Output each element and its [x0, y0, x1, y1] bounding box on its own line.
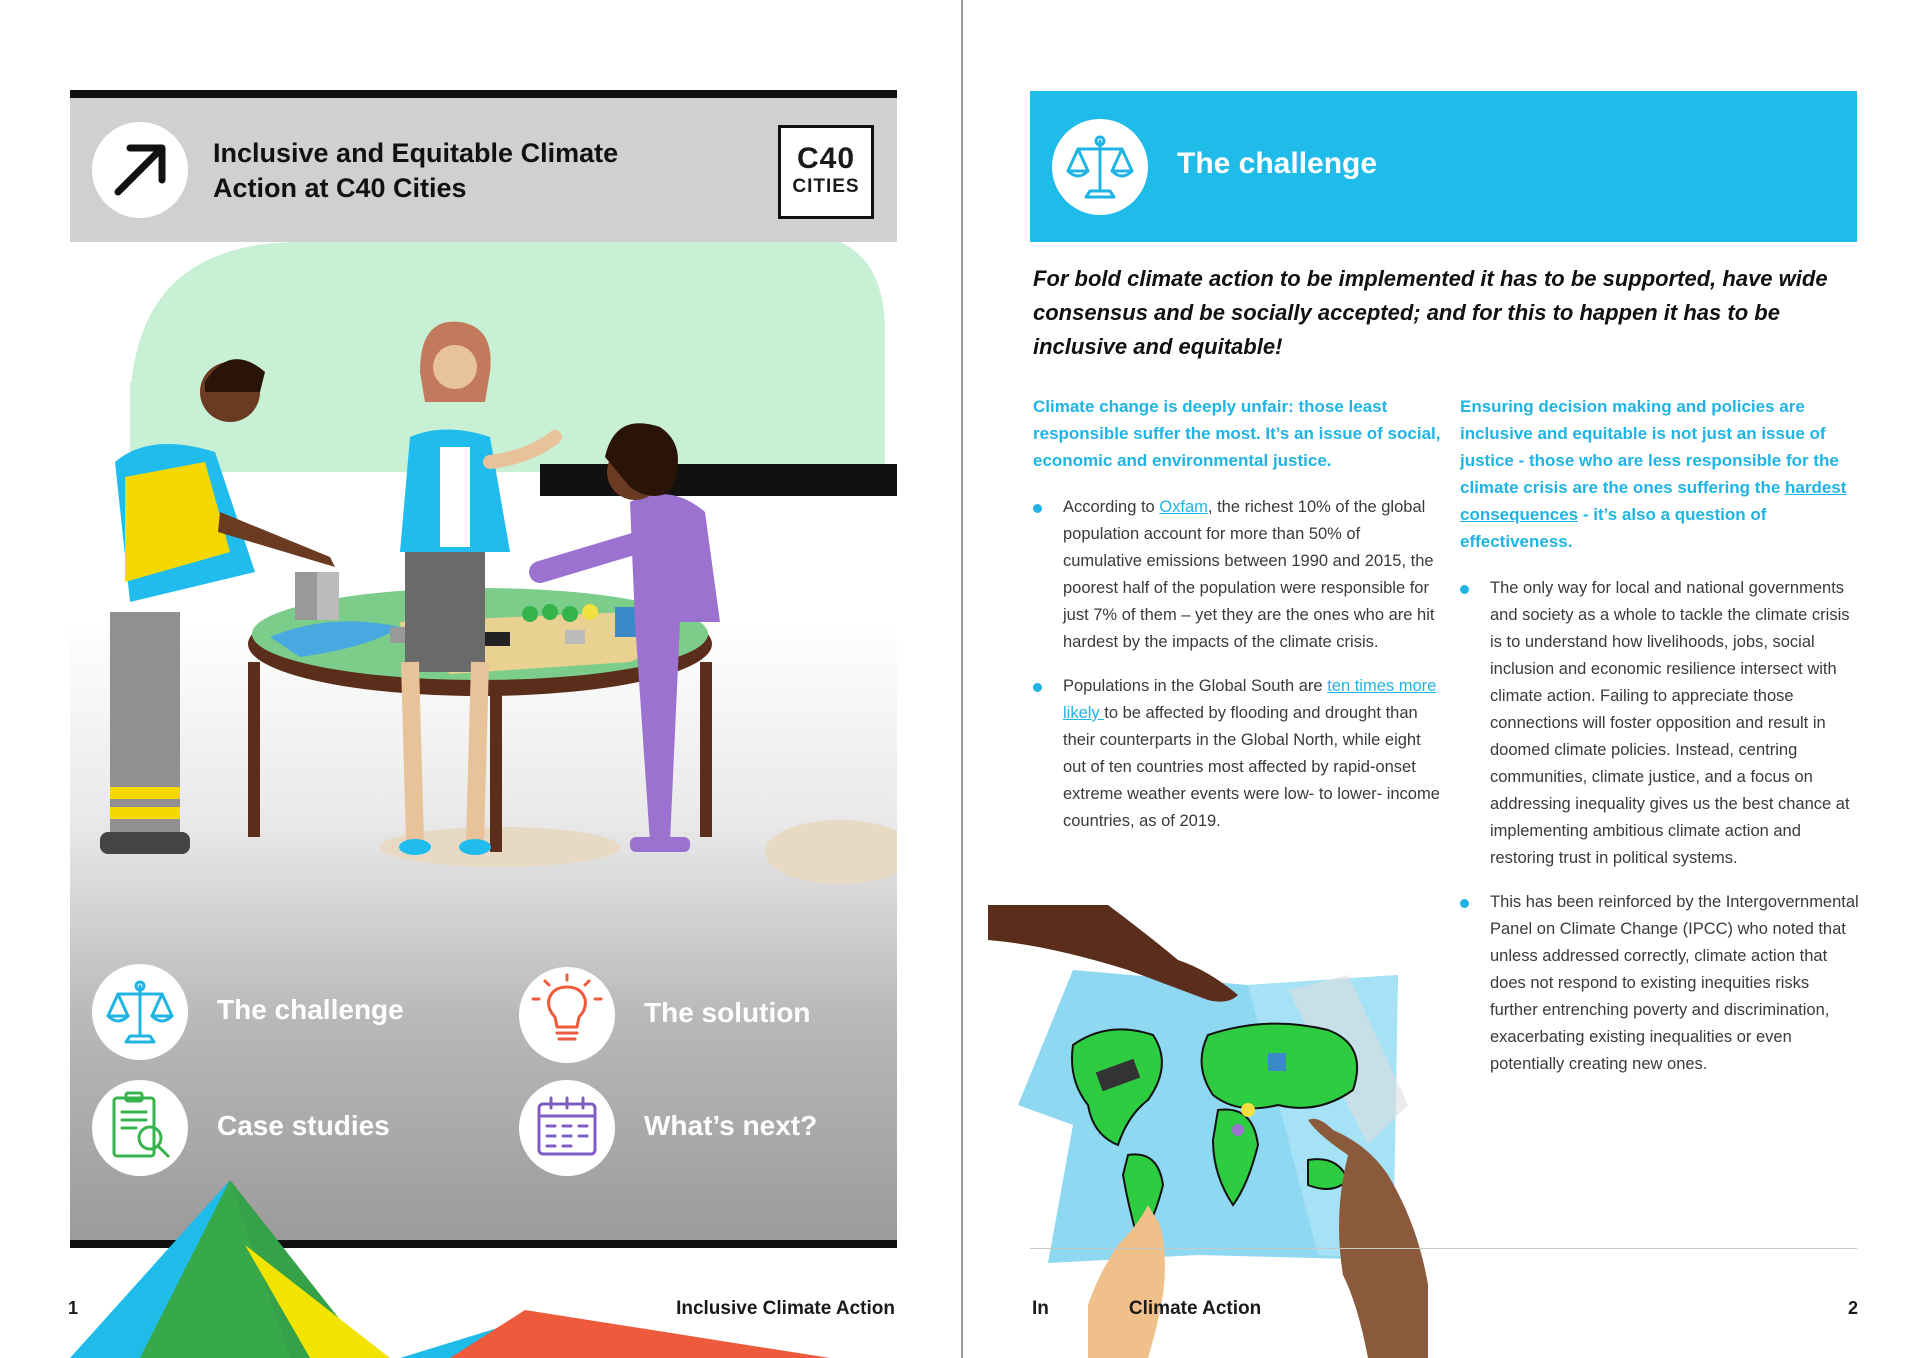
nav-label: The challenge	[217, 994, 404, 1025]
nav-the-challenge[interactable]	[92, 964, 472, 1064]
arrow-icon	[92, 122, 188, 218]
cover-title: Inclusive and Equitable Climate Action at C40 Cities	[213, 138, 619, 203]
page-spine	[961, 0, 963, 1358]
nav-label: The solution	[644, 997, 811, 1028]
list-item: The only way for local and national governments and society as a whole to tackle the climate crisis is to understand how livelihoods, jobs, social inclusion and economic resilience intersect with climate action. Failing to appreciate those connections will foster opposition and result in doomed climate policies. Instead, centring communities, climate justice, and a focus on addressing inequality gives us the best chance at implementing ambitious climate action and restoring trust in political systems.	[1460, 575, 1860, 872]
header-top-rule	[70, 90, 897, 98]
scales-icon	[92, 964, 188, 1060]
section-title: The challenge	[1177, 147, 1378, 180]
nav-whats-next[interactable]	[519, 1080, 897, 1180]
nav-case-studies[interactable]	[92, 1080, 472, 1180]
hands-pointing-at-world-map-illustration	[988, 905, 1428, 1358]
column-lead: Ensuring decision making and policies are inclusive and equitable is not just an issue of justice - those who are less responsible for the climate crisis are the ones suffering the hardest consequences - it’s also a question of effectiveness.	[1460, 397, 1847, 551]
column-left	[1033, 393, 1443, 835]
list-item: According to Oxfam, the richest 10% of the global population account for more than 50% of cumulative emissions between 1990 and 2015, the poorest half of the population were responsible for just 7% of them – yet they are the ones who are hit hardest by the impacts of the climate crisis.	[1033, 494, 1443, 656]
footer-rule	[1030, 1248, 1857, 1249]
column-lead: Climate change is deeply unfair: those least responsible suffer the most. It’s an issue of social, economic and environmental justice.	[1033, 397, 1441, 470]
page-footer: Inclusive Climate Action	[676, 1298, 895, 1319]
people-around-city-model-illustration	[70, 242, 897, 892]
clipboard-search-icon	[92, 1080, 188, 1176]
nav-label: What’s next?	[644, 1110, 818, 1141]
list-item: This has been reinforced by the Intergovernmental Panel on Climate Change (IPCC) who noted that unless addressed correctly, climate action that does not respond to existing inequities risks further entrenching poverty and discrimination, exacerbating existing inequalities or even potentially creating new ones.	[1460, 889, 1860, 1078]
calendar-icon	[519, 1080, 615, 1176]
page-footer: In Climate Action	[1032, 1298, 1262, 1319]
ten-times-link[interactable]: ten times more likely	[1063, 677, 1437, 722]
scales-icon	[1052, 119, 1148, 215]
page-number: 2	[1847, 1298, 1858, 1318]
intro-statement: For bold climate action to be implemented it has to be supported, have wide consensus and be socially accepted; and for this to happen it has to be inclusive and equitable!	[1033, 266, 1828, 359]
c40-logo: C40 CITIES	[778, 125, 874, 219]
list-item: Populations in the Global South are ten times more likely to be affected by flooding and drought than their counterparts in the Global North, while eight out of ten countries most affected by rapid-onset extreme weather events were low- to lower- income countries, as of 2019.	[1033, 673, 1443, 835]
nav-the-solution[interactable]	[519, 967, 897, 1067]
section-header	[1030, 91, 1857, 242]
footer-partial-text: In	[1032, 1298, 1049, 1319]
decorative-triangles	[70, 1180, 897, 1358]
cover-header	[70, 98, 897, 242]
hardest-consequences-link[interactable]: hardest consequences	[1460, 478, 1847, 524]
page-number: 1	[68, 1298, 79, 1318]
column-right	[1460, 393, 1860, 1078]
lightbulb-icon	[519, 967, 615, 1063]
oxfam-link[interactable]: Oxfam	[1159, 498, 1208, 516]
nav-label: Case studies	[217, 1110, 390, 1141]
cover-body	[70, 242, 897, 1240]
